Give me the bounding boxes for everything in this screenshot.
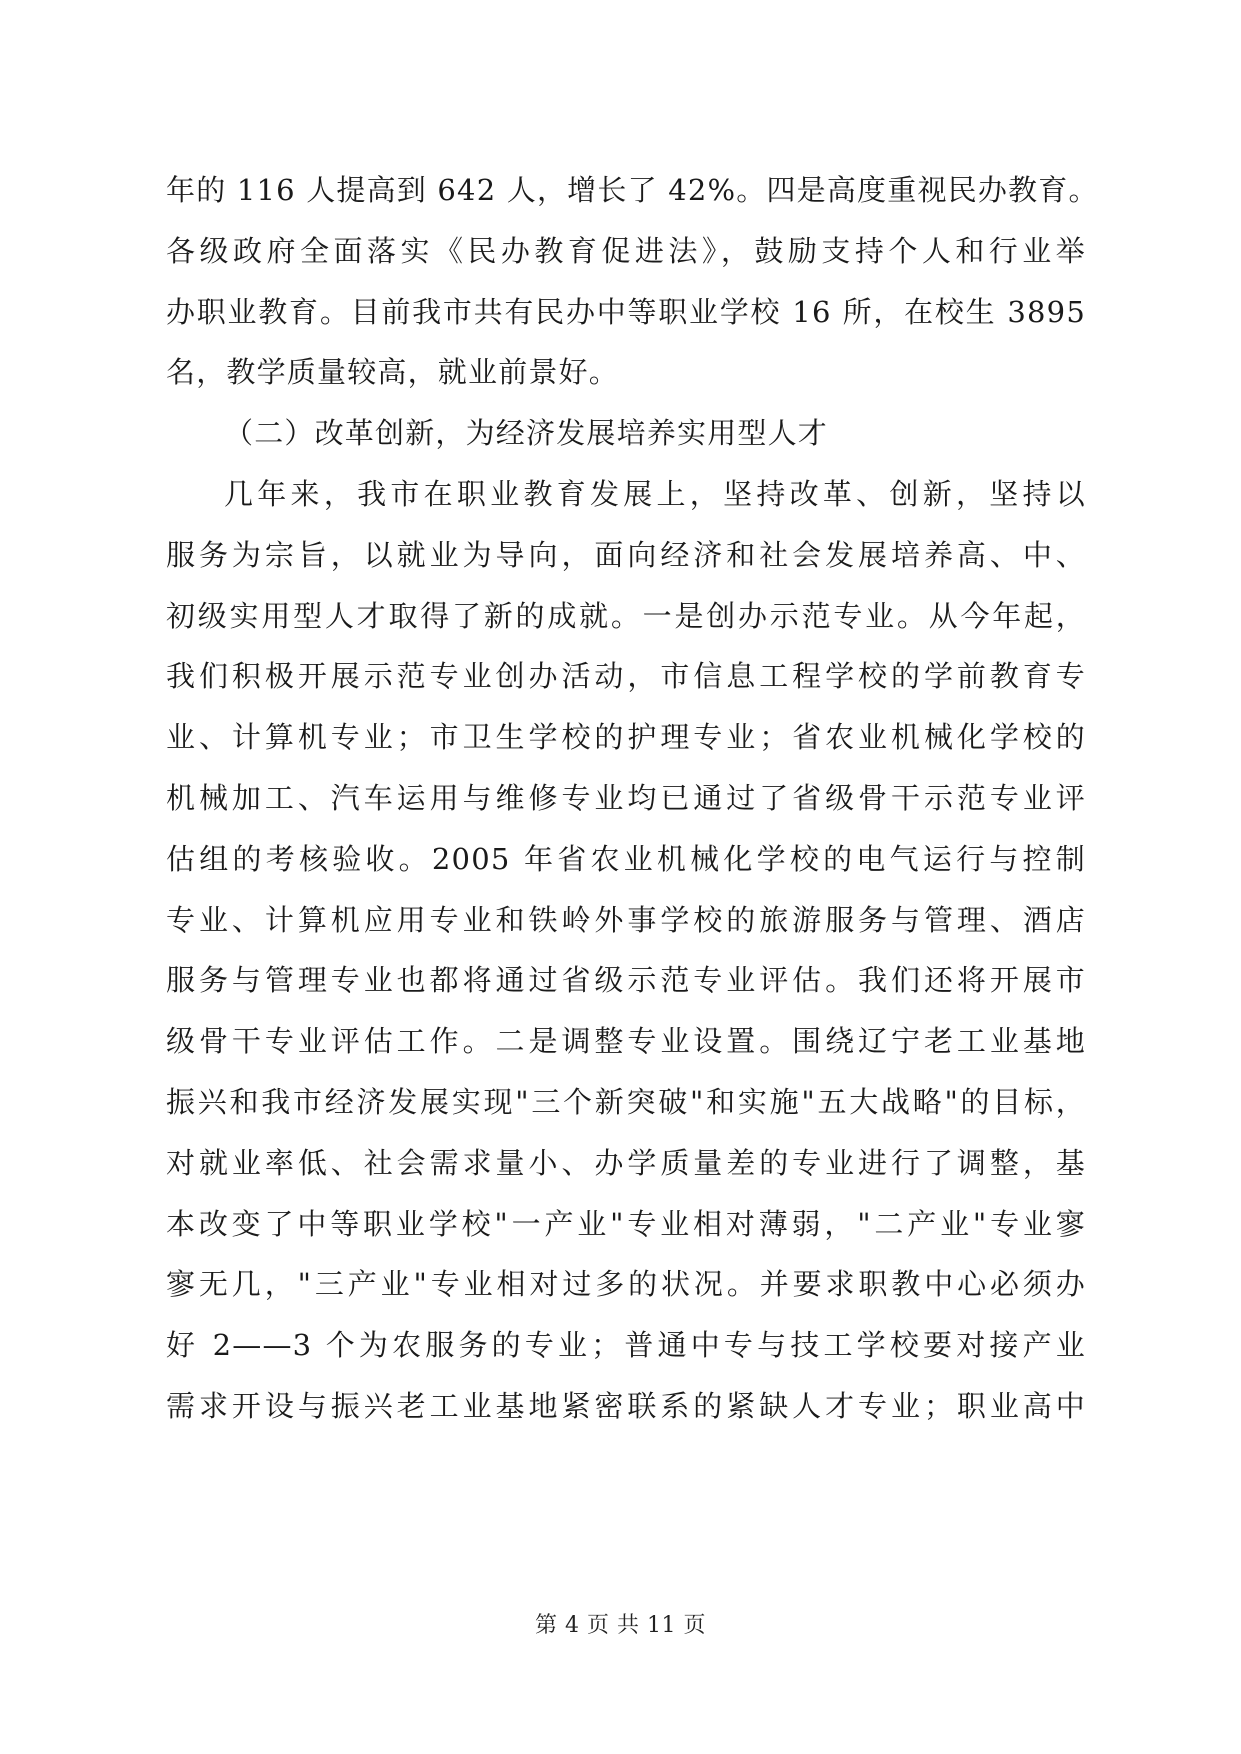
text-line-3: 办职业教育。目前我市共有民办中等职业学校 16 所，在校生 3895: [166, 294, 1086, 329]
text-line-1: 年的 116 人提高到 642 人，增长了 42%。四是高度重视民办教育。: [166, 173, 1099, 207]
section-heading: （二）改革创新，为经济发展培养实用型人才: [224, 416, 829, 451]
body-text: [166, 160, 1099, 1437]
text-line-8: 初级实用型人才取得了新的成就。一是创办示范专业。从今年起，: [166, 598, 1086, 633]
text-line-11: 机械加工、汽车运用与维修专业均已通过了省级骨干示范专业评: [166, 780, 1086, 815]
text-line-20: 好 2——3 个为农服务的专业；普通中专与技工学校要对接产业: [166, 1328, 1086, 1363]
text-line-18: 本改变了中等职业学校"一产业"专业相对薄弱，"二产业"专业寥: [166, 1206, 1086, 1241]
text-line-6: 几年来，我市在职业教育发展上，坚持改革、创新，坚持以: [224, 476, 1086, 511]
text-line-12: 估组的考核验收。2005 年省农业机械化学校的电气运行与控制: [166, 841, 1086, 876]
text-line-21: 需求开设与振兴老工业基地紧密联系的紧缺人才专业；职业高中: [166, 1388, 1086, 1423]
text-line-14: 服务与管理专业也都将通过省级示范专业评估。我们还将开展市: [166, 963, 1086, 998]
text-line-2: 各级政府全面落实《民办教育促进法》，鼓励支持个人和行业举: [166, 233, 1086, 268]
text-line-10: 业、计算机专业；市卫生学校的护理专业；省农业机械化学校的: [166, 720, 1086, 755]
page-number-footer: 第 4 页 共 11 页: [535, 1613, 706, 1638]
text-line-16: 振兴和我市经济发展实现"三个新突破"和实施"五大战略"的目标，: [166, 1084, 1086, 1119]
text-line-19: 寥无几，"三产业"专业相对过多的状况。并要求职教中心必须办: [166, 1267, 1086, 1302]
text-line-4: 名，教学质量较高，就业前景好。: [166, 355, 620, 390]
text-line-13: 专业、计算机应用专业和铁岭外事学校的旅游服务与管理、酒店: [166, 902, 1086, 937]
text-line-9: 我们积极开展示范专业创办活动，市信息工程学校的学前教育专: [166, 659, 1086, 694]
text-line-17: 对就业率低、社会需求量小、办学质量差的专业进行了调整，基: [166, 1145, 1086, 1180]
text-line-7: 服务为宗旨，以就业为导向，面向经济和社会发展培养高、中、: [166, 537, 1086, 572]
text-line-15: 级骨干专业评估工作。二是调整专业设置。围绕辽宁老工业基地: [166, 1024, 1086, 1059]
